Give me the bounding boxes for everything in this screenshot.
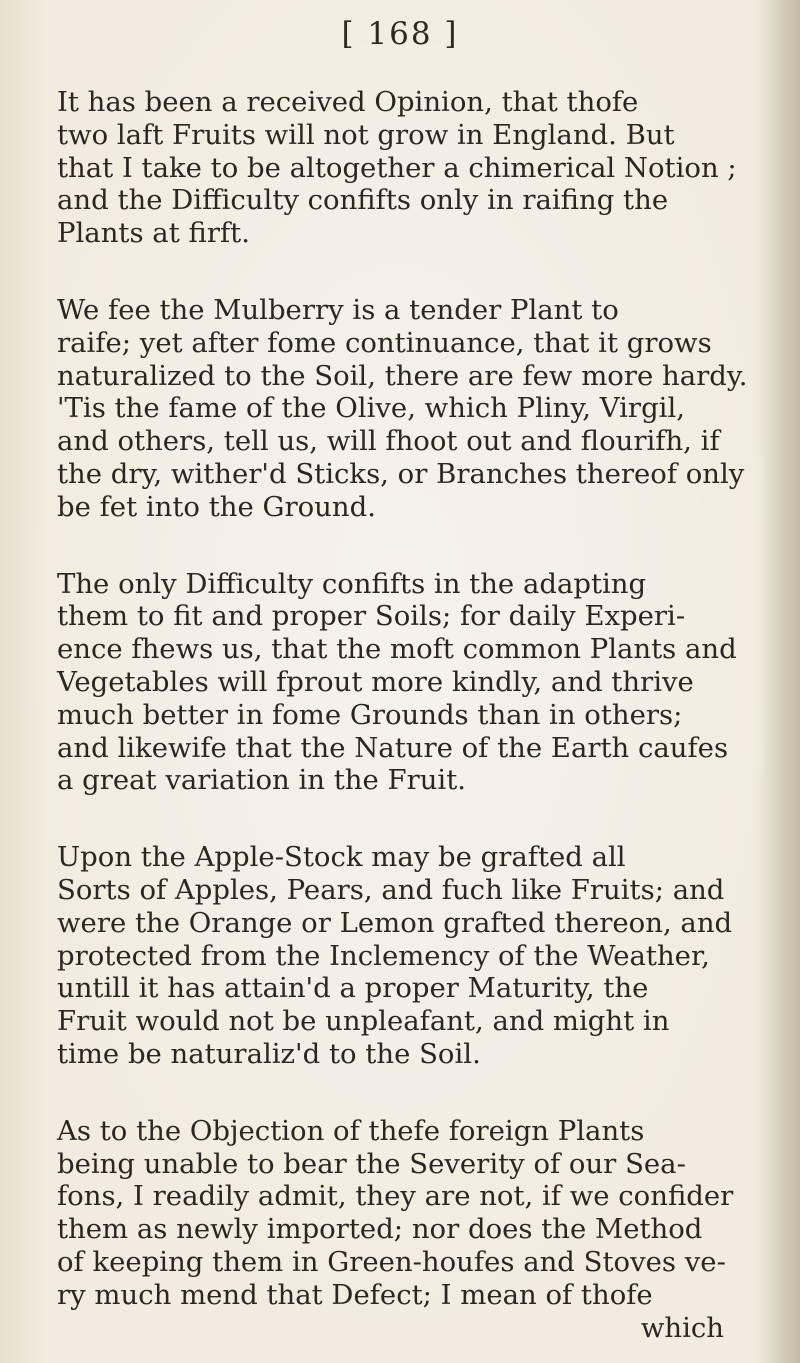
text-line: protected from the Inclemency of the Weather,	[57, 939, 710, 972]
text-line: Fruit would not be unpleafant, and might in	[57, 1005, 670, 1038]
text-line: two laft Fruits will not grow in England. But	[57, 118, 675, 151]
text-line: the dry, wither'd Sticks, or Branches thereof only	[57, 457, 745, 490]
text-line: untill it has attain'd a proper Maturity, the	[57, 972, 649, 1005]
text-line: Sorts of Apples, Pears, and fuch like Fruits; and	[57, 873, 725, 906]
text-line: As to the Objection of thefe foreign Plants	[57, 1114, 645, 1147]
paragraph-3	[57, 568, 762, 798]
text-line: Vegetables will fprout more kindly, and thrive	[57, 665, 694, 698]
text-line: The only Difficulty confifts in the adapting	[57, 567, 647, 600]
text-line: 'Tis the fame of the Olive, which Pliny, Virgil,	[57, 392, 686, 425]
text-line: them as newly imported; nor does the Method	[57, 1213, 703, 1246]
text-line: time be naturaliz'd to the Soil.	[57, 1037, 481, 1070]
catchword: which	[640, 1311, 724, 1344]
paragraph-5	[57, 1115, 762, 1345]
text-line: ence fhews us, that the moft common Plants and	[57, 633, 737, 666]
text-line: being unable to bear the Severity of our Sea-	[57, 1147, 686, 1180]
paragraph-4	[57, 841, 762, 1071]
body-text	[57, 86, 762, 1344]
text-line: that I take to be altogether a chimerical Notion ;	[57, 151, 737, 184]
text-line: were the Orange or Lemon grafted thereon, and	[57, 906, 733, 939]
text-line: We fee the Mulberry is a tender Plant to	[57, 293, 619, 326]
page-edge-shadow	[760, 0, 800, 1363]
page-number: [ 168 ]	[341, 16, 459, 52]
text-line: ry much mend that Defect; I mean of thofe	[57, 1278, 653, 1311]
text-line: a great variation in the Fruit.	[57, 764, 467, 797]
text-line: them to fit and proper Soils; for daily Experi-	[57, 600, 686, 633]
text-line: Plants at firft.	[57, 217, 250, 250]
text-line: and likewife that the Nature of the Earth caufes	[57, 731, 729, 764]
paragraph-1	[57, 86, 762, 250]
text-line: and the Difficulty confifts only in raifing the	[57, 184, 669, 217]
text-line: It has been a received Opinion, that thofe	[57, 86, 639, 118]
text-line: and others, tell us, will fhoot out and flourifh, if	[57, 425, 720, 458]
text-line: much better in fome Grounds than in others;	[57, 698, 683, 731]
text-line: be fet into the Ground.	[57, 490, 376, 523]
text-line: naturalized to the Soil, there are few more hardy.	[57, 359, 748, 392]
text-line: raife; yet after fome continuance, that it grows	[57, 326, 712, 359]
text-line: Upon the Apple-Stock may be grafted all	[57, 841, 626, 874]
text-line: fons, I readily admit, they are not, if we confider	[57, 1180, 734, 1213]
paragraph-2	[57, 294, 762, 524]
text-line: of keeping them in Green-houfes and Stoves ve-	[57, 1245, 726, 1278]
